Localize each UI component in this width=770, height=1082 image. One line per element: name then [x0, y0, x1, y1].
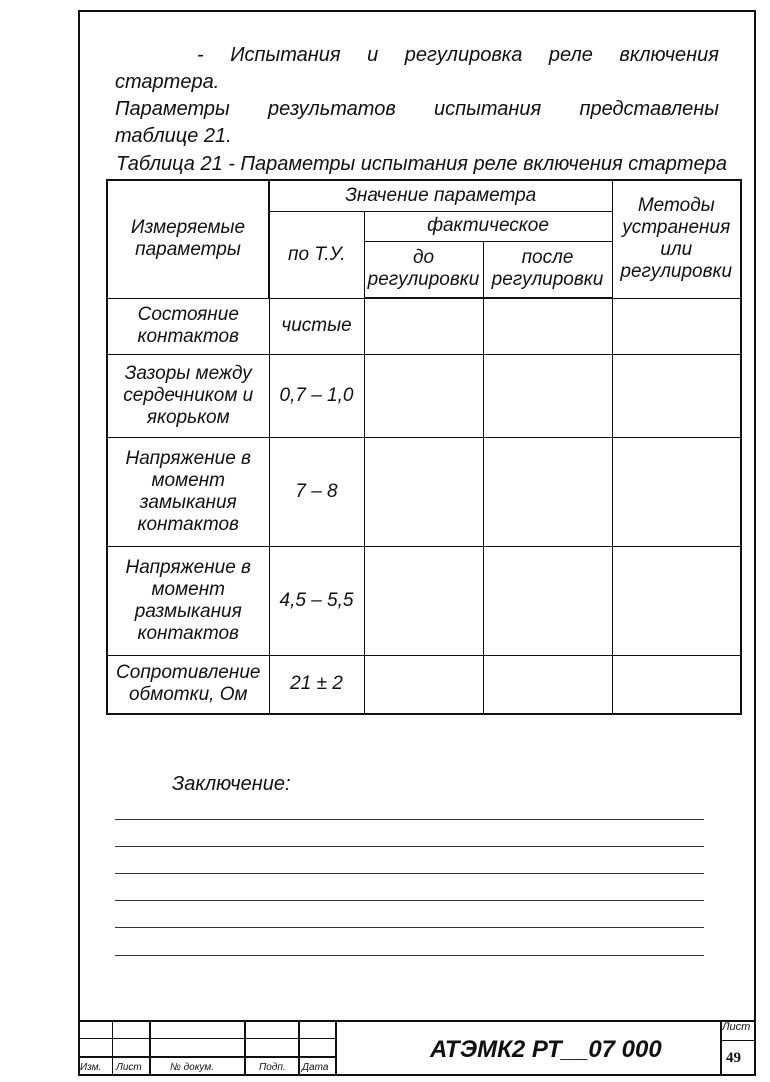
intro-line-1: - Испытания и регулировка реле включения стартера. [115, 44, 719, 93]
row-method-cell [612, 437, 741, 546]
parameters-table [106, 179, 742, 715]
row-spec-cell: 0,7 – 1,0 [269, 354, 364, 437]
conclusion-line[interactable] [115, 873, 704, 874]
intro-paragraph [115, 42, 719, 150]
header-after: после регулировки [483, 241, 612, 298]
conclusion-line[interactable] [115, 900, 704, 901]
row-before-cell [364, 655, 483, 714]
row-before-cell [364, 546, 483, 655]
row-before-cell [364, 437, 483, 546]
row-after-cell [483, 655, 612, 714]
header-by-spec: по Т.У. [269, 211, 364, 298]
row-method-cell [612, 354, 741, 437]
row-param-cell: Сопротивление обмотки, Ом [107, 655, 269, 714]
header-measured-params: Измеряемые параметры [107, 180, 269, 298]
intro-line-3: таблице 21. [115, 125, 232, 147]
row-spec-cell: 21 ± 2 [269, 655, 364, 714]
row-spec-cell: 7 – 8 [269, 437, 364, 546]
row-before-cell [364, 298, 483, 354]
sheet-number: 49 [726, 1050, 741, 1066]
row-after-cell [483, 546, 612, 655]
stamp-col-doc: № докум. [170, 1062, 215, 1073]
row-param-cell: Напряжение в момент размыкания контактов [107, 546, 269, 655]
conclusion-label: Заключение: [172, 773, 291, 795]
row-method-cell [612, 298, 741, 354]
stamp-col-izm: Изм. [80, 1062, 102, 1073]
conclusion-line[interactable] [115, 955, 704, 956]
row-param-cell: Напряжение в момент замыкания контактов [107, 437, 269, 546]
row-after-cell [483, 437, 612, 546]
row-after-cell [483, 354, 612, 437]
header-param-value: Значение параметра [269, 180, 612, 211]
row-spec-cell: 4,5 – 5,5 [269, 546, 364, 655]
table-row [107, 298, 741, 354]
stamp-col-date: Дата [302, 1062, 329, 1073]
stamp-col-sign: Подп. [259, 1062, 286, 1073]
row-method-cell [612, 655, 741, 714]
sheet-label: Лист [722, 1021, 751, 1033]
conclusion-line[interactable] [115, 927, 704, 928]
row-before-cell [364, 354, 483, 437]
table-row [107, 655, 741, 714]
header-before: до регулировки [364, 241, 483, 298]
header-actual: фактическое [364, 211, 612, 241]
row-param-cell: Состояние контактов [107, 298, 269, 354]
table-row [107, 354, 741, 437]
document-code: АТЭМК2 РТ__07 000 [430, 1036, 662, 1063]
stamp-col-list: Лист [116, 1062, 142, 1073]
table-row [107, 546, 741, 655]
conclusion-line[interactable] [115, 819, 704, 820]
header-methods: Методы устранения или регулировки [612, 180, 741, 298]
row-param-cell: Зазоры между сердечником и якорьком [107, 354, 269, 437]
table-caption: Таблица 21 - Параметры испытания реле включения стартера [116, 153, 727, 175]
row-method-cell [612, 546, 741, 655]
row-after-cell [483, 298, 612, 354]
table-row [107, 437, 741, 546]
intro-line-2: Параметры результатов испытания представлены [115, 98, 719, 120]
conclusion-line[interactable] [115, 846, 704, 847]
row-spec-cell: чистые [269, 298, 364, 354]
